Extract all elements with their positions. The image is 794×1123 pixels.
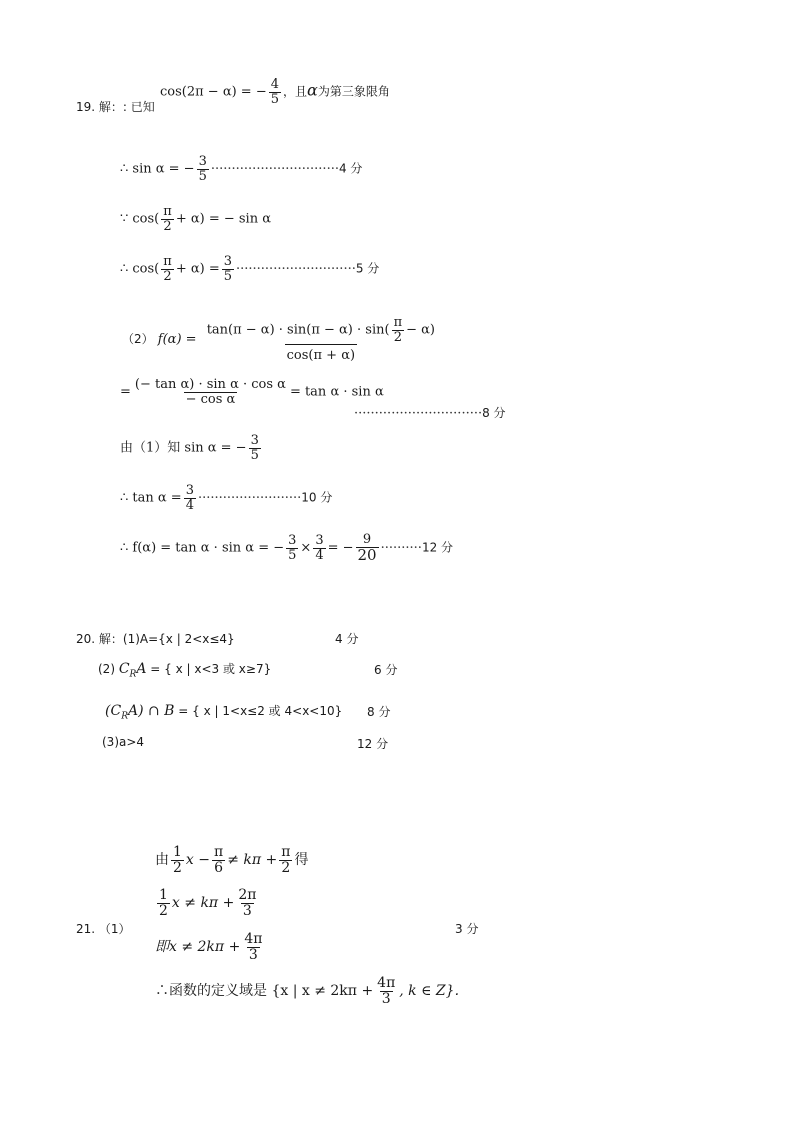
q19-l7-b-fraction: [313, 534, 325, 562]
q19-l6-den: 4: [185, 497, 194, 513]
q20-l3-sub: R: [121, 711, 128, 722]
q19-l3-vnum: 3: [223, 254, 232, 269]
q21-r4-fraction: [375, 976, 397, 1006]
q21-r1-a-fraction: [171, 845, 184, 875]
q19-given-tail: ，且: [283, 84, 308, 99]
q19-given-den: 5: [270, 91, 280, 107]
q19-p2b-post: = tan α · sin α: [289, 384, 384, 400]
q19-p2-fraction: [205, 316, 437, 363]
q21-r1-a-num: 1: [173, 844, 182, 860]
q19-l7-c-den: 20: [357, 545, 377, 564]
q19-line1: [120, 155, 362, 183]
q19-l1-dots: ·······························: [210, 161, 339, 177]
q19-l6-fraction: [184, 484, 196, 512]
q20-line3-score: 8 分: [367, 705, 391, 719]
q21-r2-b-num: 2π: [238, 887, 257, 903]
q21-r2-mid: x ≠ kπ +: [171, 895, 235, 912]
q19-line2: [120, 205, 271, 233]
q19-l5-den: 5: [250, 447, 259, 463]
q19-l5-pre: 由（1）知 sin α = −: [120, 440, 247, 456]
q19-given-fraction: [269, 78, 281, 106]
q19-part2-row: [122, 316, 439, 363]
q19-l7-b-num: 3: [315, 533, 324, 549]
q19-l7-c-num: 9: [362, 532, 372, 547]
q21-r1-mid: ≠ kπ +: [227, 852, 278, 869]
q20-line1: 20. 解：(1)A={x | 2<x≤4}: [76, 632, 235, 646]
q19-label: 19. 解：: 已知: [76, 100, 155, 114]
q19-p2b-eq: =: [120, 384, 131, 400]
q21-r2-b-den: 3: [242, 902, 252, 919]
q19-l6-score: 10 分: [301, 490, 333, 505]
q19-l7-times: ×: [300, 540, 312, 556]
q19-l1-den: 5: [198, 168, 207, 184]
q19-part2b-row: [120, 378, 384, 406]
q19-l2-num: π: [163, 204, 172, 219]
q19-l3-score: 5 分: [355, 261, 380, 276]
q21-r4-pre: ∴函数的定义域是 {x | x ≠ 2kπ +: [155, 983, 374, 1000]
q21-r1-c-num: π: [281, 844, 291, 860]
q19-l6-dots: ·························: [197, 490, 302, 506]
q20-l2-set: C: [118, 661, 130, 677]
q19-l7-dots: ··········: [380, 540, 422, 556]
q19-given-end: 为第三象限角: [317, 84, 390, 99]
q19-p2b-den: − cos α: [185, 391, 236, 407]
q21-r1-c-fraction: [279, 845, 292, 875]
q21-score: 3 分: [455, 922, 479, 936]
q20-line4: (3)a>4: [102, 735, 145, 749]
q19-p2-denominator: cos(π + α): [285, 344, 357, 363]
q21-r1-post: 得: [294, 852, 309, 869]
q19-l6-num: 3: [185, 483, 194, 498]
q21-r4-post: , k ∈ Z}.: [399, 983, 460, 1000]
q19-p2b-num: (− tan α) · sin α · cos α: [134, 377, 286, 392]
q19-given-lhs: cos(2π − α) = −: [160, 84, 267, 100]
q21-r3-fraction: [242, 932, 264, 962]
q19-p2-num-a: tan(π − α) · sin(π − α) · sin(: [206, 322, 390, 338]
q19-l5-num: 3: [250, 433, 259, 448]
q19-line5: [120, 434, 263, 462]
q20-l3-post: = { x | 1<x≤2 或 4<x<10}: [178, 704, 343, 718]
q21-r1-pre: 由: [155, 852, 169, 869]
q19-l3-pre: ∴ cos(: [120, 261, 160, 277]
q19-alpha: α: [307, 80, 318, 100]
q20-l3-mid: A) ∩ B: [127, 703, 175, 719]
q21-r1-b-den: 6: [214, 859, 224, 876]
q19-l3-value-fraction: [222, 255, 234, 283]
q19-l1-score: 4 分: [338, 161, 363, 176]
q20-line2-score: 6 分: [374, 663, 398, 677]
q19-p2-inner-den: 2: [393, 329, 402, 345]
q19-l1-pre: ∴ sin α = −: [120, 161, 195, 177]
q19-line6: [120, 484, 332, 512]
q19-l7-eq: = −: [327, 540, 354, 556]
q21-r1-a-den: 2: [173, 859, 182, 876]
q20-l2-sub: R: [129, 669, 137, 680]
q19-p2b-dots: ·······························: [354, 406, 483, 421]
q19-p2-numerator: [205, 316, 437, 344]
q19-l3-num: π: [163, 254, 172, 269]
q19-l2-fraction: [161, 205, 174, 233]
q21-r1-b-fraction: [212, 845, 225, 875]
q20-line3: [105, 702, 342, 721]
q19-l7-a-den: 5: [288, 547, 297, 563]
q19-l3-mid: + α) =: [175, 261, 220, 277]
q19-l7-a-fraction: [286, 534, 298, 562]
q19-l3-fraction: [161, 255, 174, 283]
q19-p2-label: （2）: [122, 331, 154, 346]
q21-r3-num: 4π: [244, 931, 263, 947]
q19-p2b-score: 8 分: [482, 406, 506, 420]
q21-r2-a-den: 2: [159, 902, 168, 919]
q19-line3: [120, 255, 379, 283]
q19-l1-num: 3: [198, 154, 207, 169]
q21-r2-a-num: 1: [159, 887, 168, 903]
q21-r4-num: 4π: [377, 975, 396, 991]
q19-l5-fraction: [249, 434, 261, 462]
q19-l7-b-den: 4: [315, 547, 324, 563]
q20-line2: [98, 660, 271, 679]
q21-row2: [155, 888, 260, 918]
q19-l7-c-fraction: [356, 533, 379, 563]
q20-l2-A: A: [136, 661, 147, 677]
q21-row1: [155, 845, 308, 875]
q20-l2-pre: (2): [98, 662, 115, 676]
q19-p2-inner-num: π: [393, 315, 403, 330]
q19-l1-fraction: [197, 155, 209, 183]
q19-l6-pre: ∴ tan α =: [120, 490, 182, 506]
q21-r1-x: x −: [185, 852, 210, 869]
q19-p2b-score-line: [354, 404, 506, 421]
q21-r3-pre: 即x ≠ 2kπ +: [155, 939, 241, 956]
q19-l2-pre: ∵ cos(: [120, 211, 160, 227]
q21-label: 21. （1）: [76, 922, 131, 936]
q19-line7: [120, 533, 453, 563]
q21-r2-b-fraction: [236, 888, 258, 918]
q21-r4-den: 3: [381, 990, 391, 1007]
q20-line4-score: 12 分: [357, 737, 389, 751]
q19-l7-score: 12 分: [421, 540, 454, 555]
q19-l2-den: 2: [163, 218, 172, 234]
q21-r2-a-fraction: [157, 888, 170, 918]
q19-l7-pre: ∴ f(α) = tan α · sin α = −: [120, 540, 285, 556]
q19-p2-num-b: − α): [406, 322, 435, 338]
q19-l7-a-num: 3: [288, 533, 297, 549]
q21-row3: [155, 932, 266, 962]
q19-l3-vden: 5: [223, 268, 232, 284]
q19-l3-den: 2: [163, 268, 172, 284]
q19-l3-dots: ·····························: [236, 261, 356, 277]
q19-p2-inner-fraction: [392, 316, 405, 344]
q20-l3-set: (C: [105, 703, 122, 719]
q21-r1-c-den: 2: [281, 859, 291, 876]
q21-row4: [155, 976, 459, 1006]
q20-line1-score: 4 分: [335, 632, 359, 646]
q21-r3-den: 3: [248, 946, 258, 963]
q19-p2b-fraction: [133, 378, 288, 406]
q21-r1-b-num: π: [214, 844, 224, 860]
q19-l2-post: + α) = − sin α: [175, 211, 271, 227]
q19-p2-f: f(α) =: [157, 331, 197, 347]
q19-given-formula: [160, 78, 390, 106]
q20-l2-post: = { x | x<3 或 x≥7}: [150, 662, 272, 676]
q19-given-num: 4: [270, 77, 280, 92]
